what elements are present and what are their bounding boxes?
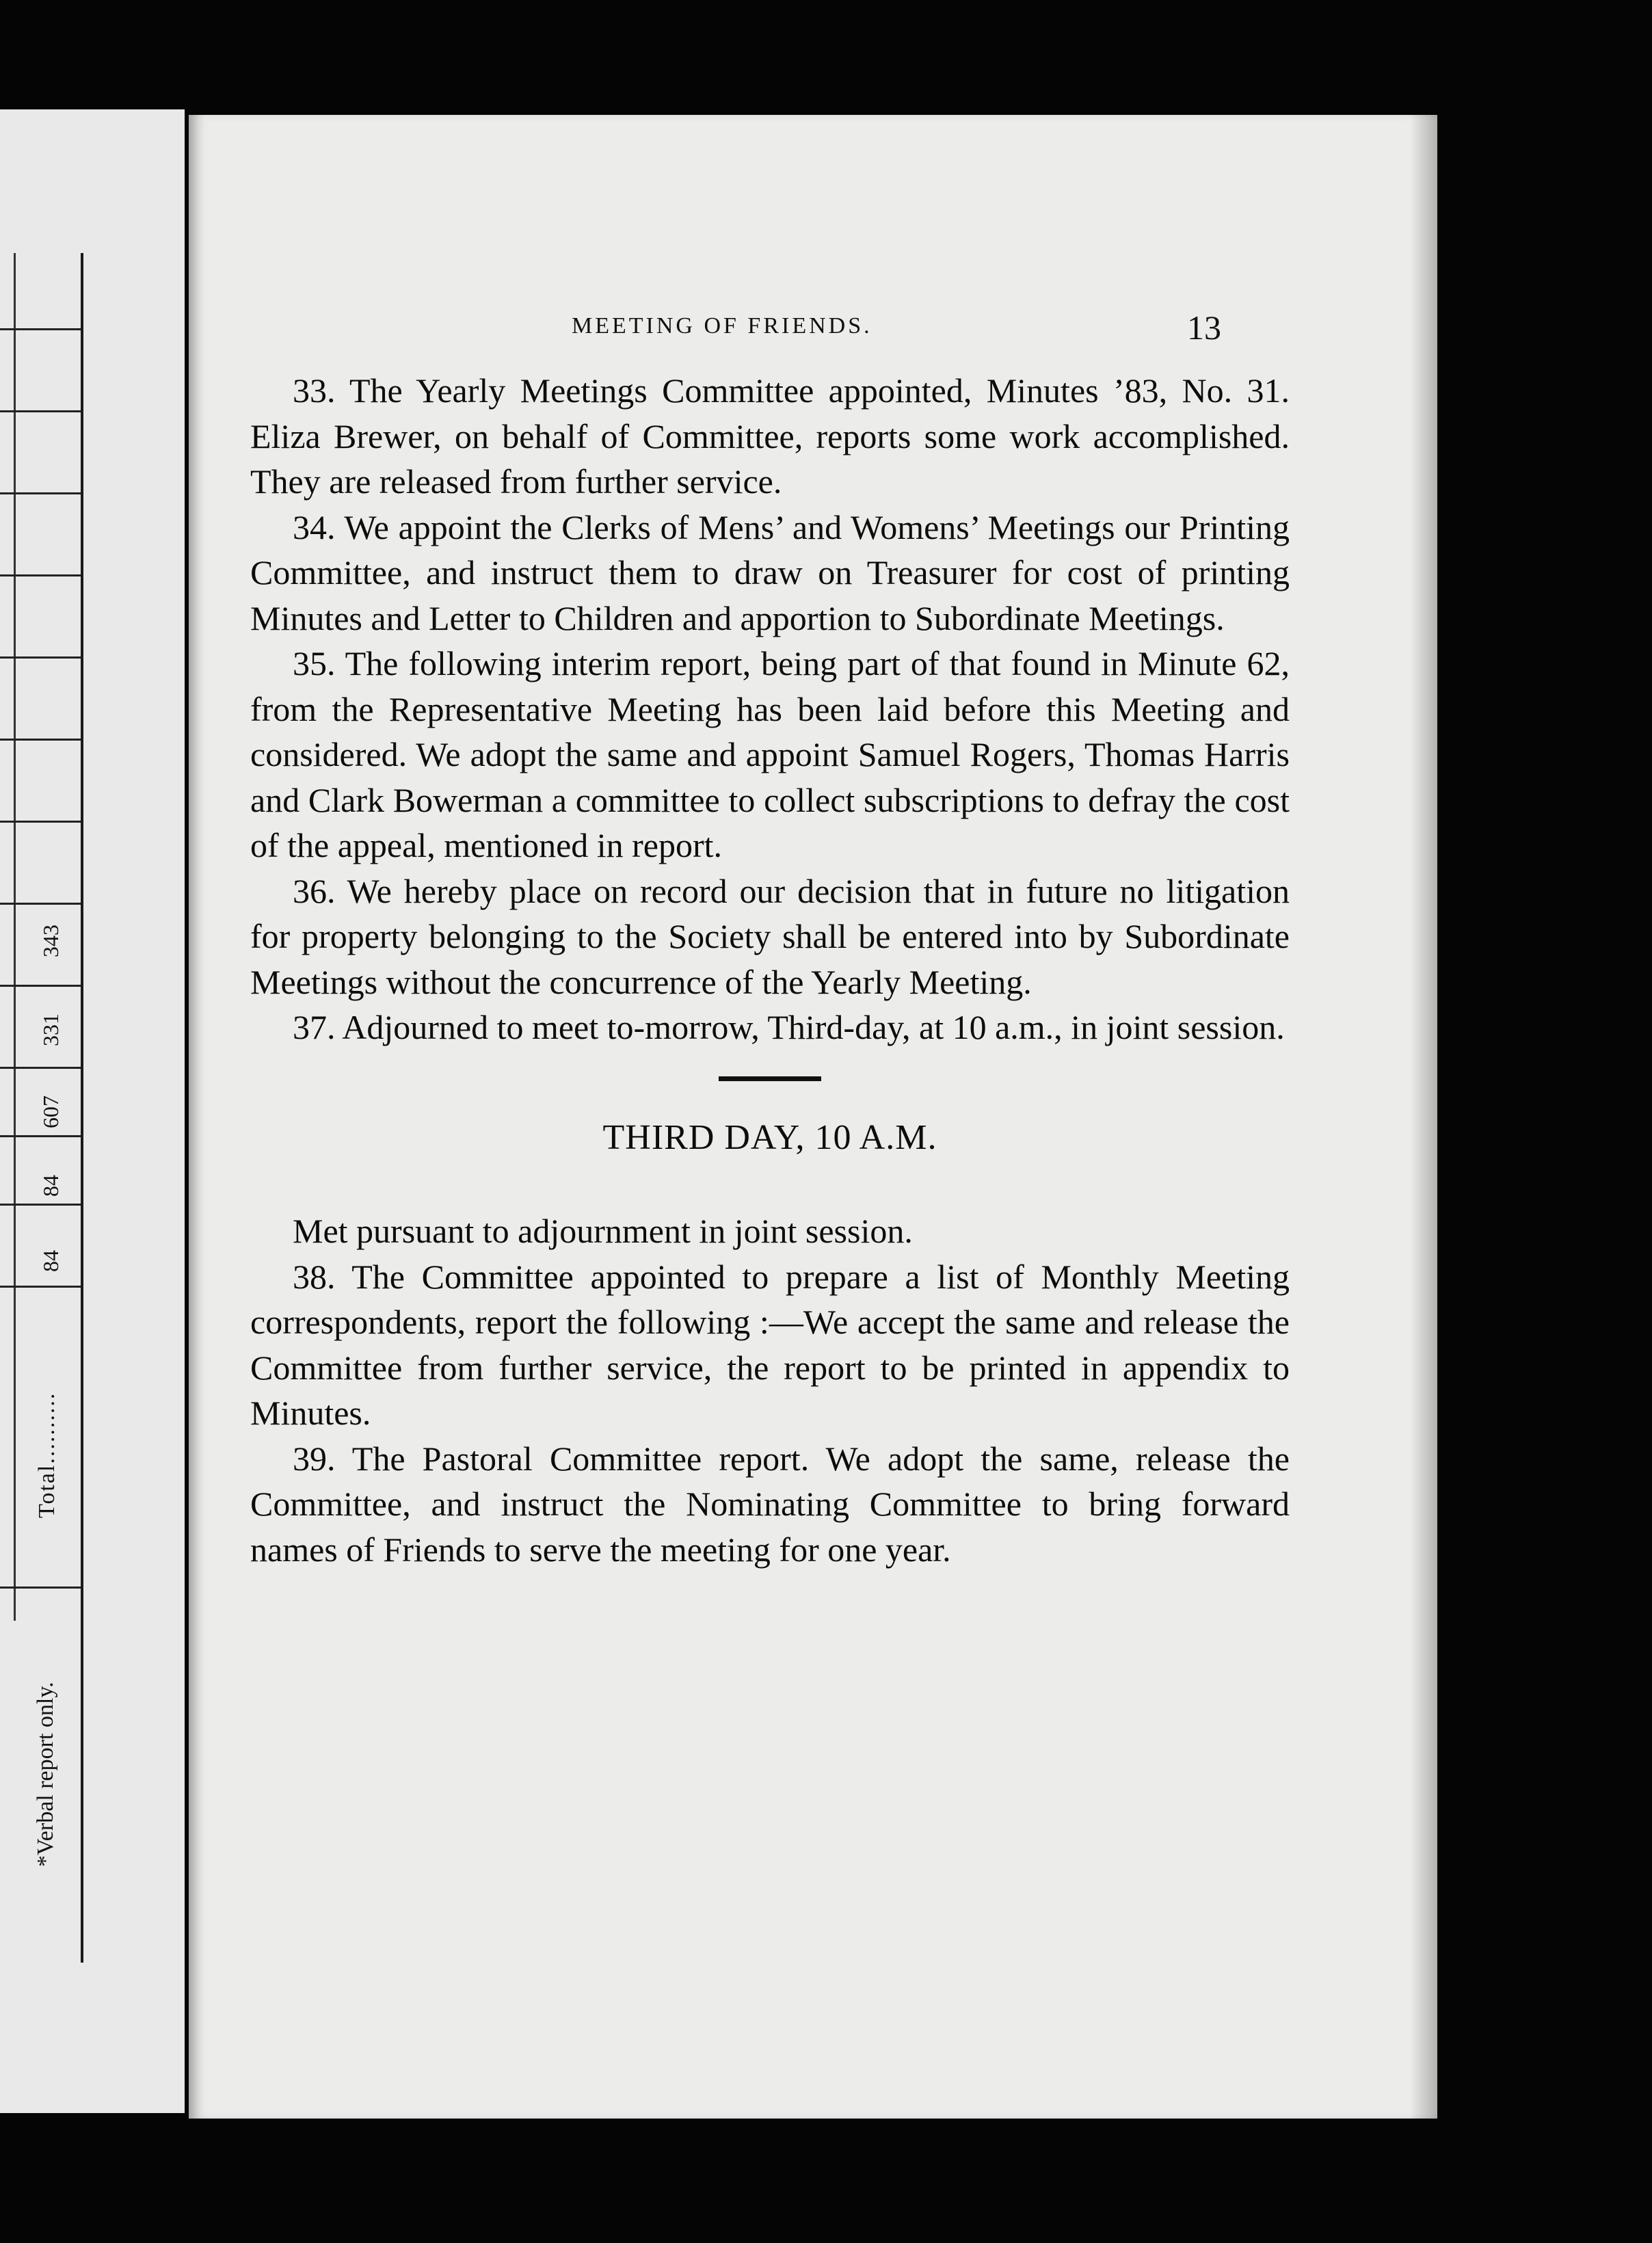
- table-rule-vertical-left: [14, 253, 16, 1621]
- section-divider: [719, 1076, 821, 1081]
- page-edge-shadow: [1410, 115, 1437, 2119]
- table-cell-value: 607: [38, 1096, 63, 1128]
- table-rule: [0, 1135, 81, 1137]
- running-head: MEETING OF FRIENDS.: [572, 313, 872, 339]
- table-cell-value: 84: [38, 1250, 63, 1272]
- paragraph-35: 35. The following interim report, being part of that found in Minute 62, from the Representative Meeting has been laid before this Meeting and considered. We adopt the same and appoint Samuel Rogers, Thomas Harris and Clark Bowerman a committee to collect subscriptions to defray the cost of the appeal, mentioned in report.: [250, 644, 1290, 864]
- table-footnote: *Verbal report only.: [33, 1682, 58, 1867]
- table-rule: [0, 410, 81, 412]
- table-rule: [0, 1067, 81, 1069]
- table-rule: [0, 1587, 81, 1589]
- table-rule: [0, 903, 81, 905]
- table-cell-value: 343: [38, 925, 63, 957]
- table-cell-value: 84: [38, 1175, 63, 1197]
- section-heading: THIRD DAY, 10 A.M.: [602, 1117, 937, 1157]
- table-rule: [0, 985, 81, 987]
- table-rule: [0, 328, 81, 330]
- table-rule: [0, 821, 81, 823]
- table-rule: [0, 492, 81, 494]
- paragraph-39: 39. The Pastoral Committee report. We adopt the same, release the Committee, and instruct the Nominating Committee to bring forward names of Friends to serve the meeting for one year.: [250, 1439, 1290, 1569]
- previous-page-fragment: [0, 109, 185, 2113]
- page-body: [250, 368, 1290, 1572]
- paragraph-38: 38. The Committee appointed to prepare a list of Monthly Meeting correspondents, report the following :—We accept the same and release the Committee from further service, the report to be printed in appendix to Minutes.: [250, 1257, 1290, 1432]
- paragraph-33: 33. The Yearly Meetings Committee appointed, Minutes ’83, No. 31. Eliza Brewer, on behalf of Committee, reports some work accomplished. They are released from further service.: [250, 371, 1290, 501]
- table-rule: [0, 1286, 81, 1288]
- table-rule: [0, 1204, 81, 1206]
- table-total-label: Total..........: [34, 1392, 59, 1518]
- table-rule: [0, 656, 81, 659]
- table-cell-value: 331: [38, 1013, 63, 1046]
- table-rule-vertical: [81, 253, 83, 1963]
- paragraph-36: 36. We hereby place on record our decision that in future no litigation for property belonging to the Society shall be entered into by Subordinate Meetings without the concurrence of the Yearly Meeting.: [250, 871, 1290, 1001]
- table-rule: [0, 739, 81, 741]
- paragraph-met-pursuant: Met pursuant to adjournment in joint session.: [293, 1212, 913, 1250]
- paragraph-37: 37. Adjourned to meet to-morrow, Third-day, at 10 a.m., in joint session.: [293, 1008, 1285, 1046]
- book-page: [189, 115, 1437, 2119]
- page-number: 13: [1187, 308, 1221, 347]
- table-rule: [0, 574, 81, 576]
- paragraph-34: 34. We appoint the Clerks of Mens’ and Womens’ Meetings our Printing Committee, and instruct them to draw on Treasurer for cost of printing Minutes and Letter to Children and apportion to Subordinate Meetings.: [250, 507, 1290, 637]
